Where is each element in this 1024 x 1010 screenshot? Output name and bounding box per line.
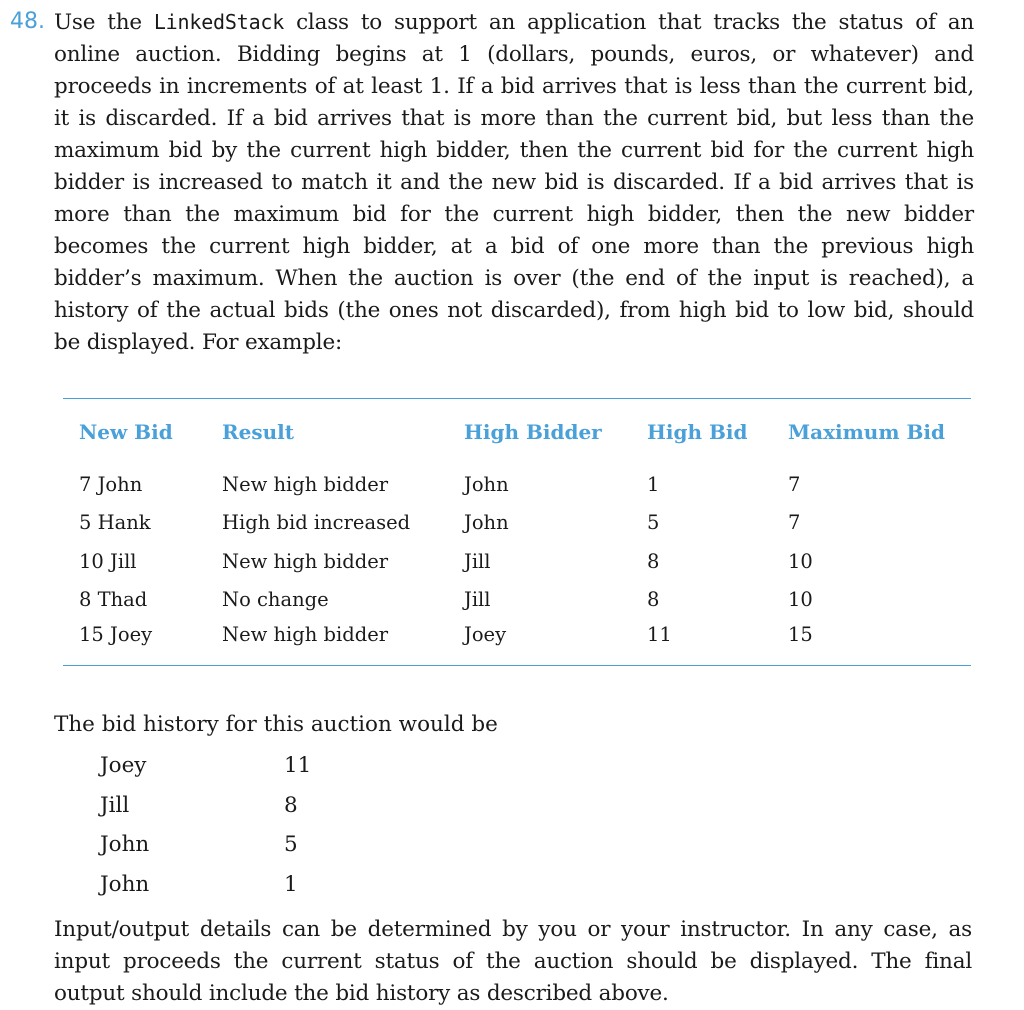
cell-high-bid: 11 (647, 623, 672, 646)
table-header-row (63, 399, 971, 465)
cell-high-bid: 8 (647, 588, 660, 612)
problem-text-before-code: Use the (54, 10, 154, 35)
history-amount: 5 (284, 832, 298, 857)
cell-high-bid: 1 (647, 472, 660, 496)
cell-maximum-bid: 15 (788, 623, 813, 646)
table-row (63, 581, 971, 620)
table-row (63, 465, 971, 504)
cell-new-bid: 8 Thad (79, 588, 148, 612)
history-bidder: John (100, 832, 150, 857)
table-row (63, 542, 971, 581)
cell-high-bidder: Jill (464, 588, 491, 612)
problem-text-after-code: class to support an application that tracks the status of an online auction. Bidding begins at 1 (dollars, pounds, euros, or whatever) and proceeds in increments of at least 1. If a bid arrives that is less than the current bid, it is discarded. If a bid arrives that is more than the current bid, but less than the maximum bid by the current high bidder, then the current bid for the current high bidder is increased to match it and the new bid is discarded. If a bid arrives that is more than the maximum bid for the current high bidder, then the new bidder becomes the current high bidder, at a bid of one more than the previous high bidder’s maximum. When the auction is over (the end of the input is reached), a history of the actual bids (the ones not discarded), from high bid to low bid, should be displayed. For example: (54, 10, 974, 355)
history-amount: 8 (284, 792, 298, 818)
code-class-name: LinkedStack (153, 10, 285, 34)
table-row (63, 504, 971, 543)
history-bidder: Jill (100, 792, 130, 818)
history-amount: 1 (284, 871, 298, 897)
cell-maximum-bid: 10 (788, 588, 813, 612)
cell-result: New high bidder (222, 623, 389, 646)
bid-history-intro: The bid history for this auction would be (54, 712, 498, 737)
cell-maximum-bid: 7 (788, 511, 801, 535)
cell-high-bidder: Joey (464, 623, 507, 646)
cell-high-bidder: John (464, 472, 509, 496)
history-amount: 11 (284, 753, 312, 778)
cell-maximum-bid: 7 (788, 472, 801, 496)
cell-maximum-bid: 10 (788, 549, 813, 573)
header-result: Result (222, 420, 294, 444)
history-bidder: Joey (100, 753, 147, 778)
problem-statement (54, 6, 974, 359)
cell-result: New high bidder (222, 472, 389, 496)
auction-example-table (63, 398, 971, 666)
cell-new-bid: 10 Jill (79, 549, 137, 573)
cell-result: No change (222, 588, 329, 612)
table-row (63, 619, 971, 665)
problem-number: 48. (10, 9, 45, 34)
cell-high-bidder: John (464, 511, 509, 535)
closing-paragraph: Input/output details can be determined by you or your instructor. In any case, as input proceeds the current status of the auction should be displayed. The final output should include the bid history as described above. (54, 917, 972, 1006)
header-maximum-bid: Maximum Bid (788, 420, 945, 444)
cell-new-bid: 7 John (79, 472, 143, 496)
cell-high-bid: 5 (647, 511, 660, 535)
cell-new-bid: 15 Joey (79, 623, 153, 646)
header-high-bidder: High Bidder (464, 420, 602, 444)
header-new-bid: New Bid (79, 420, 173, 444)
table-bottom-rule (63, 665, 971, 666)
header-high-bid: High Bid (647, 420, 748, 444)
cell-high-bid: 8 (647, 549, 660, 573)
history-bidder: John (100, 871, 150, 897)
cell-high-bidder: Jill (464, 549, 491, 573)
cell-result: New high bidder (222, 549, 389, 573)
cell-result: High bid increased (222, 511, 411, 535)
cell-new-bid: 5 Hank (79, 511, 151, 535)
